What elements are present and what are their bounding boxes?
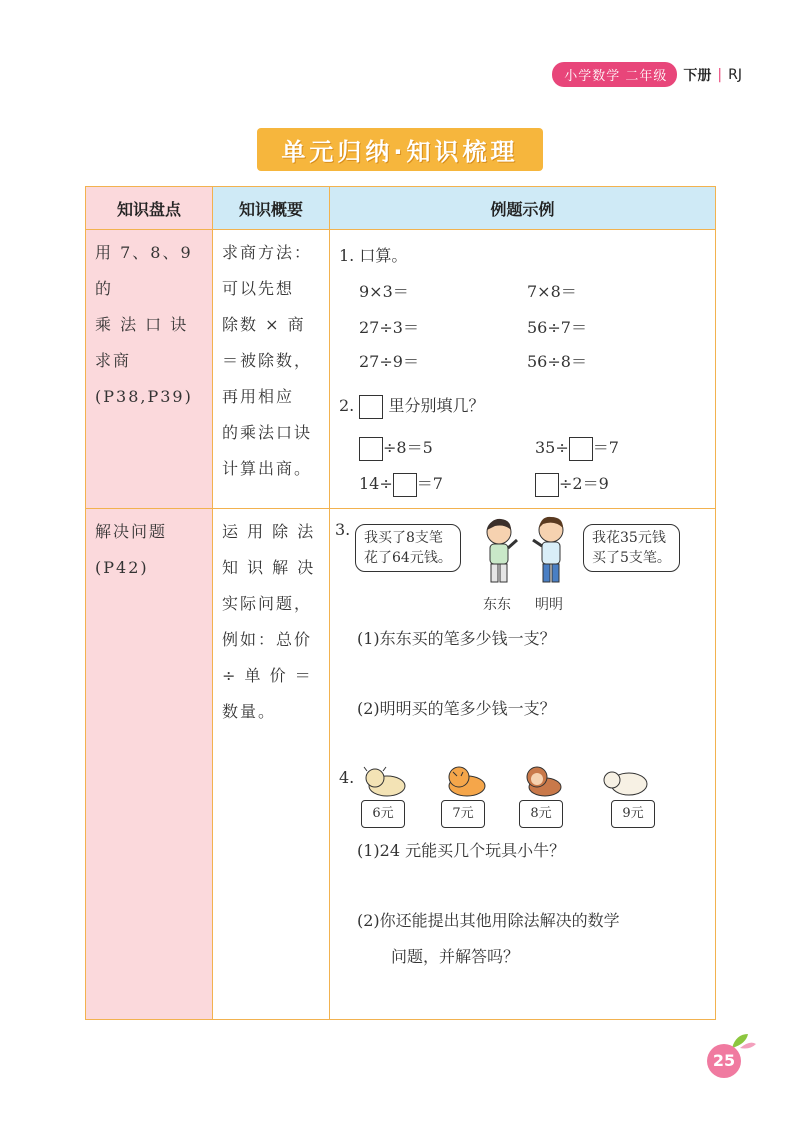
calc-item: 56÷8＝ [527, 352, 587, 371]
toy-monkey-icon [517, 764, 565, 798]
page-ref: (P42) [95, 558, 149, 577]
q4-sub2-line1: (2)你还能提出其他用除法解决的数学 [357, 911, 620, 930]
table-row [86, 230, 716, 509]
page-title: 单元归纳·知识梳理 [257, 128, 542, 171]
edition-label: RJ [728, 66, 742, 83]
boy-mingming-illustration [529, 514, 573, 588]
bubble-text: 花了64元钱。 [364, 550, 452, 566]
q2-heading [339, 393, 484, 419]
subject-badge: 小学数学 二年级 [552, 62, 677, 87]
fill-expression: ＝7 [416, 474, 443, 493]
col-header-summary: 知识概要 [213, 187, 330, 230]
title-banner [0, 128, 800, 171]
boy-dongdong-illustration [477, 516, 521, 588]
topic-line: 用 7、8、9 的 [95, 243, 193, 298]
summary-line: 求商方法： [222, 243, 313, 262]
knowledge-table [85, 186, 716, 1020]
summary-line: ÷ 单 价 ＝ [222, 666, 313, 685]
fill-expression: 35÷ [535, 438, 569, 457]
price-tag-cow: 6元 [361, 800, 405, 828]
speech-bubble-mingming [583, 524, 680, 572]
toy-sheep-icon [601, 766, 651, 798]
summary-line: 知 识 解 决 [222, 558, 316, 577]
topic-line: 乘 法 口 诀 [95, 315, 189, 334]
volume-label: 下册 [683, 67, 712, 84]
topic-cell [86, 509, 213, 1020]
price-tag-sheep: 9元 [611, 800, 655, 828]
q4-sub2-line2: 问题，并解答吗？ [391, 947, 520, 966]
q3-sub1: (1)东东买的笔多少钱一支？ [357, 629, 556, 648]
q2-label: 里分别填几？ [388, 396, 485, 415]
table-row [86, 509, 716, 1020]
example-cell [330, 509, 716, 1020]
name-mingming: 明明 [535, 597, 563, 613]
calc-item: 56÷7＝ [527, 318, 587, 337]
calc-item: 27÷9＝ [359, 352, 419, 371]
page-number: 25 [707, 1044, 741, 1078]
topic-line: 解决问题 [95, 522, 168, 541]
summary-line: 除数 × 商 [222, 315, 306, 334]
summary-line: ＝被除数， [222, 351, 313, 370]
q3-sub2: (2)明明买的笔多少钱一支？ [357, 699, 556, 718]
example-cell [330, 230, 716, 509]
q2-number: 2. [339, 396, 355, 415]
summary-line: 再用相应 [222, 387, 295, 406]
fill-expression: ÷8＝5 [383, 438, 433, 457]
toy-cow-icon [361, 766, 409, 798]
summary-cell [213, 509, 330, 1020]
calc-item: 7×8＝ [527, 282, 577, 301]
answer-box[interactable] [393, 473, 417, 497]
answer-box[interactable] [359, 437, 383, 461]
summary-line: 例如：总价 [222, 630, 313, 649]
summary-line: 计算出商。 [222, 459, 313, 478]
speech-bubble-dongdong [355, 524, 461, 572]
bubble-text: 我买了8支笔 [364, 530, 443, 546]
calc-item: 27÷3＝ [359, 318, 419, 337]
bubble-text: 我花35元钱 [592, 530, 666, 546]
summary-line: 实际问题， [222, 594, 313, 613]
fill-expression: ＝7 [592, 438, 619, 457]
col-header-examples: 例题示例 [330, 187, 716, 230]
bubble-text: 买了5支笔。 [592, 550, 671, 566]
q4-sub1: (1)24 元能买几个玩具小牛？ [357, 841, 566, 860]
page-ref: (P38,P39) [95, 387, 193, 406]
summary-line: 运 用 除 法 [222, 522, 316, 541]
running-header [552, 62, 742, 87]
header-divider: | [717, 66, 723, 83]
answer-box[interactable] [535, 473, 559, 497]
summary-line: 的乘法口诀 [222, 423, 313, 442]
col-header-topic: 知识盘点 [86, 187, 213, 230]
calc-item: 9×3＝ [359, 282, 409, 301]
fill-item [535, 435, 619, 461]
name-dongdong: 东东 [483, 597, 511, 613]
summary-cell [213, 230, 330, 509]
toy-tiger-icon [441, 764, 489, 798]
topic-line: 求商 [95, 351, 132, 370]
fill-item [359, 435, 433, 461]
fill-item [535, 471, 609, 497]
answer-box[interactable] [359, 395, 383, 419]
summary-line: 数量。 [222, 702, 277, 721]
answer-box[interactable] [569, 437, 593, 461]
summary-line: 可以先想 [222, 279, 295, 298]
topic-cell [86, 230, 213, 509]
q1-label: 1. 口算。 [339, 246, 408, 265]
fill-item [359, 471, 443, 497]
price-tag-tiger: 7元 [441, 800, 485, 828]
q3-number: 3. [335, 520, 351, 539]
price-tag-monkey: 8元 [519, 800, 563, 828]
fill-expression: 14÷ [359, 474, 393, 493]
fill-expression: ÷2＝9 [559, 474, 609, 493]
q4-number: 4. [339, 768, 355, 787]
